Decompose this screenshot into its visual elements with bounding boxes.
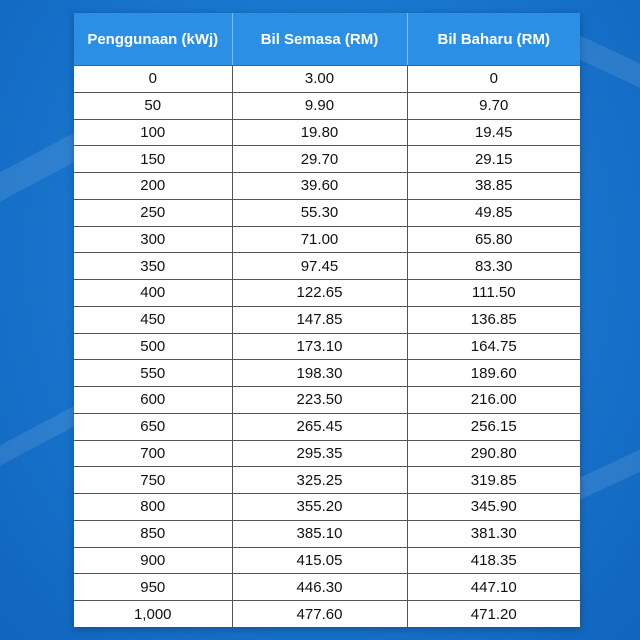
usage-kwh-cell: 350 <box>74 253 232 280</box>
usage-kwh-cell: 600 <box>74 387 232 414</box>
new-bill-cell: 447.10 <box>407 574 580 601</box>
new-bill-cell: 381.30 <box>407 520 580 547</box>
new-bill-cell: 49.85 <box>407 199 580 226</box>
new-bill-cell: 290.80 <box>407 440 580 467</box>
current-bill-cell: 198.30 <box>232 360 407 387</box>
tariff-comparison-table <box>74 13 580 627</box>
usage-kwh-cell: 500 <box>74 333 232 360</box>
new-bill-cell: 38.85 <box>407 173 580 200</box>
new-bill-cell: 111.50 <box>407 280 580 307</box>
current-bill-cell: 477.60 <box>232 601 407 628</box>
new-bill-cell: 164.75 <box>407 333 580 360</box>
header-new-bill: Bil Baharu (RM) <box>407 13 580 66</box>
usage-kwh-cell: 200 <box>74 173 232 200</box>
usage-kwh-cell: 1,000 <box>74 601 232 628</box>
usage-kwh-cell: 250 <box>74 199 232 226</box>
usage-kwh-cell: 950 <box>74 574 232 601</box>
current-bill-cell: 9.90 <box>232 92 407 119</box>
current-bill-cell: 122.65 <box>232 280 407 307</box>
table-row <box>74 173 580 200</box>
usage-kwh-cell: 150 <box>74 146 232 173</box>
table-row <box>74 413 580 440</box>
current-bill-cell: 325.25 <box>232 467 407 494</box>
new-bill-cell: 189.60 <box>407 360 580 387</box>
table-row <box>74 601 580 628</box>
table-row <box>74 306 580 333</box>
usage-kwh-cell: 650 <box>74 413 232 440</box>
table-row <box>74 467 580 494</box>
current-bill-cell: 265.45 <box>232 413 407 440</box>
current-bill-cell: 415.05 <box>232 547 407 574</box>
table-row <box>74 440 580 467</box>
current-bill-cell: 71.00 <box>232 226 407 253</box>
table-row <box>74 92 580 119</box>
usage-kwh-cell: 300 <box>74 226 232 253</box>
table-row <box>74 199 580 226</box>
current-bill-cell: 173.10 <box>232 333 407 360</box>
table-row <box>74 253 580 280</box>
current-bill-cell: 97.45 <box>232 253 407 280</box>
table-row <box>74 333 580 360</box>
header-current-bill: Bil Semasa (RM) <box>232 13 407 66</box>
usage-kwh-cell: 50 <box>74 92 232 119</box>
new-bill-cell: 418.35 <box>407 547 580 574</box>
table-row <box>74 360 580 387</box>
current-bill-cell: 355.20 <box>232 494 407 521</box>
table-row <box>74 146 580 173</box>
new-bill-cell: 65.80 <box>407 226 580 253</box>
table-header <box>74 13 580 66</box>
usage-kwh-cell: 850 <box>74 520 232 547</box>
current-bill-cell: 3.00 <box>232 66 407 93</box>
current-bill-cell: 295.35 <box>232 440 407 467</box>
table-row <box>74 280 580 307</box>
usage-kwh-cell: 750 <box>74 467 232 494</box>
table-row <box>74 387 580 414</box>
current-bill-cell: 147.85 <box>232 306 407 333</box>
current-bill-cell: 39.60 <box>232 173 407 200</box>
current-bill-cell: 446.30 <box>232 574 407 601</box>
new-bill-cell: 256.15 <box>407 413 580 440</box>
header-row <box>74 13 580 66</box>
new-bill-cell: 0 <box>407 66 580 93</box>
new-bill-cell: 83.30 <box>407 253 580 280</box>
header-usage-kwh: Penggunaan (kWj) <box>74 13 232 66</box>
usage-kwh-cell: 400 <box>74 280 232 307</box>
table-row <box>74 547 580 574</box>
table-row <box>74 520 580 547</box>
new-bill-cell: 216.00 <box>407 387 580 414</box>
usage-kwh-cell: 800 <box>74 494 232 521</box>
table-row <box>74 66 580 93</box>
new-bill-cell: 319.85 <box>407 467 580 494</box>
usage-kwh-cell: 700 <box>74 440 232 467</box>
new-bill-cell: 9.70 <box>407 92 580 119</box>
current-bill-cell: 29.70 <box>232 146 407 173</box>
current-bill-cell: 19.80 <box>232 119 407 146</box>
usage-kwh-cell: 550 <box>74 360 232 387</box>
new-bill-cell: 136.85 <box>407 306 580 333</box>
current-bill-cell: 385.10 <box>232 520 407 547</box>
table-row <box>74 119 580 146</box>
usage-kwh-cell: 450 <box>74 306 232 333</box>
new-bill-cell: 345.90 <box>407 494 580 521</box>
new-bill-cell: 19.45 <box>407 119 580 146</box>
table-row <box>74 494 580 521</box>
table-row <box>74 226 580 253</box>
table-body <box>74 66 580 628</box>
new-bill-cell: 471.20 <box>470 605 517 623</box>
tariff-table-container <box>74 13 580 627</box>
usage-kwh-cell: 0 <box>74 66 232 93</box>
table-row <box>74 574 580 601</box>
new-bill-cell: 29.15 <box>407 146 580 173</box>
current-bill-cell: 55.30 <box>232 199 407 226</box>
current-bill-cell: 223.50 <box>232 387 407 414</box>
usage-kwh-cell: 900 <box>74 547 232 574</box>
usage-kwh-cell: 100 <box>74 119 232 146</box>
